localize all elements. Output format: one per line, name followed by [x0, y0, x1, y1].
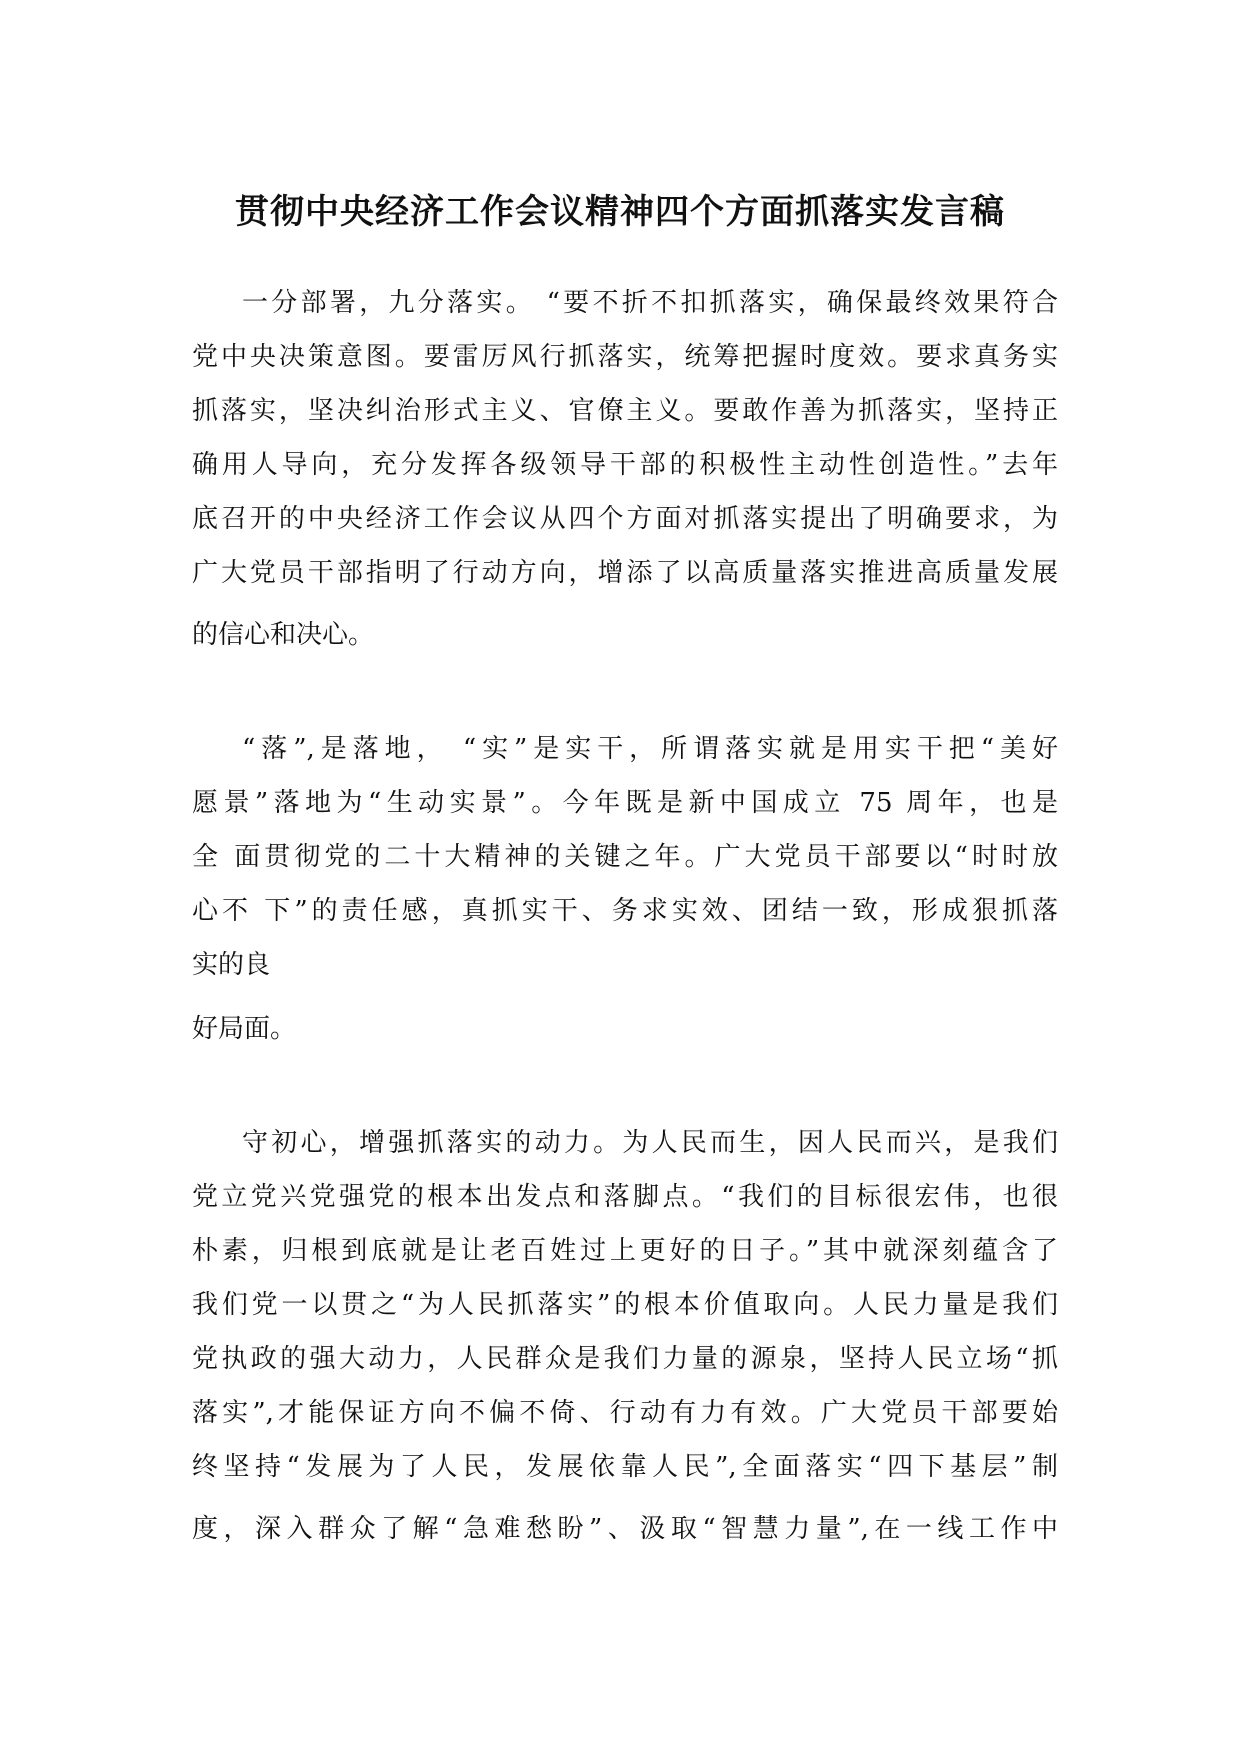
- paragraph-1-line: 广大党员干部指明了行动方向，增添了以高质量落实推进高质量发展: [192, 558, 1058, 588]
- paragraph-3-line: 终坚持“发展为了人民，发展依靠人民”,全面落实“四下基层”制: [192, 1452, 1058, 1482]
- paragraph-2-line: 实的良: [192, 950, 271, 980]
- paragraph-1-line: 抓落实，坚决纠治形式主义、官僚主义。要敢作善为抓落实，坚持正: [192, 396, 1058, 426]
- paragraph-1-line: 党中央决策意图。要雷厉风行抓落实，统筹把握时度效。要求真务实: [192, 342, 1058, 372]
- paragraph-3-line: 落实”,才能保证方向不偏不倚、行动有力有效。广大党员干部要始: [192, 1398, 1058, 1428]
- paragraph-2-line: 好局面。: [192, 1014, 297, 1044]
- paragraph-2-line: 全 面贯彻党的二十大精神的关键之年。广大党员干部要以“时时放: [192, 842, 1058, 872]
- paragraph-3-line: 党立党兴党强党的根本出发点和落脚点。“我们的目标很宏伟，也很: [192, 1182, 1058, 1212]
- paragraph-1-line: 底召开的中央经济工作会议从四个方面对抓落实提出了明确要求，为: [192, 504, 1058, 534]
- paragraph-2-line: “落”,是落地， “实”是实干，所谓落实就是用实干把“美好: [242, 734, 1058, 764]
- paragraph-2-line: 心不 下”的责任感，真抓实干、务求实效、团结一致，形成狠抓落: [192, 896, 1058, 926]
- paragraph-1-line: 确用人导向，充分发挥各级领导干部的积极性主动性创造性。”去年: [192, 450, 1058, 480]
- paragraph-1-line: 的信心和决心。: [192, 620, 375, 650]
- paragraph-3-line: 党执政的强大动力，人民群众是我们力量的源泉，坚持人民立场“抓: [192, 1344, 1058, 1374]
- paragraph-3-line: 我们党一以贯之“为人民抓落实”的根本价值取向。人民力量是我们: [192, 1290, 1058, 1320]
- paragraph-1-line: 一分部署，九分落实。 “要不折不扣抓落实，确保最终效果符合: [242, 288, 1058, 318]
- paragraph-3-line: 度，深入群众了解“急难愁盼”、汲取“智慧力量”,在一线工作中: [192, 1514, 1058, 1544]
- paragraph-3-line: 朴素，归根到底就是让老百姓过上更好的日子。”其中就深刻蕴含了: [192, 1236, 1058, 1266]
- paragraph-3-line: 守初心，增强抓落实的动力。为人民而生，因人民而兴，是我们: [242, 1128, 1058, 1158]
- document-title: 贯彻中央经济工作会议精神四个方面抓落实发言稿: [235, 192, 1005, 232]
- paragraph-2-line: 愿景”落地为“生动实景”。今年既是新中国成立 75 周年，也是: [192, 788, 1058, 818]
